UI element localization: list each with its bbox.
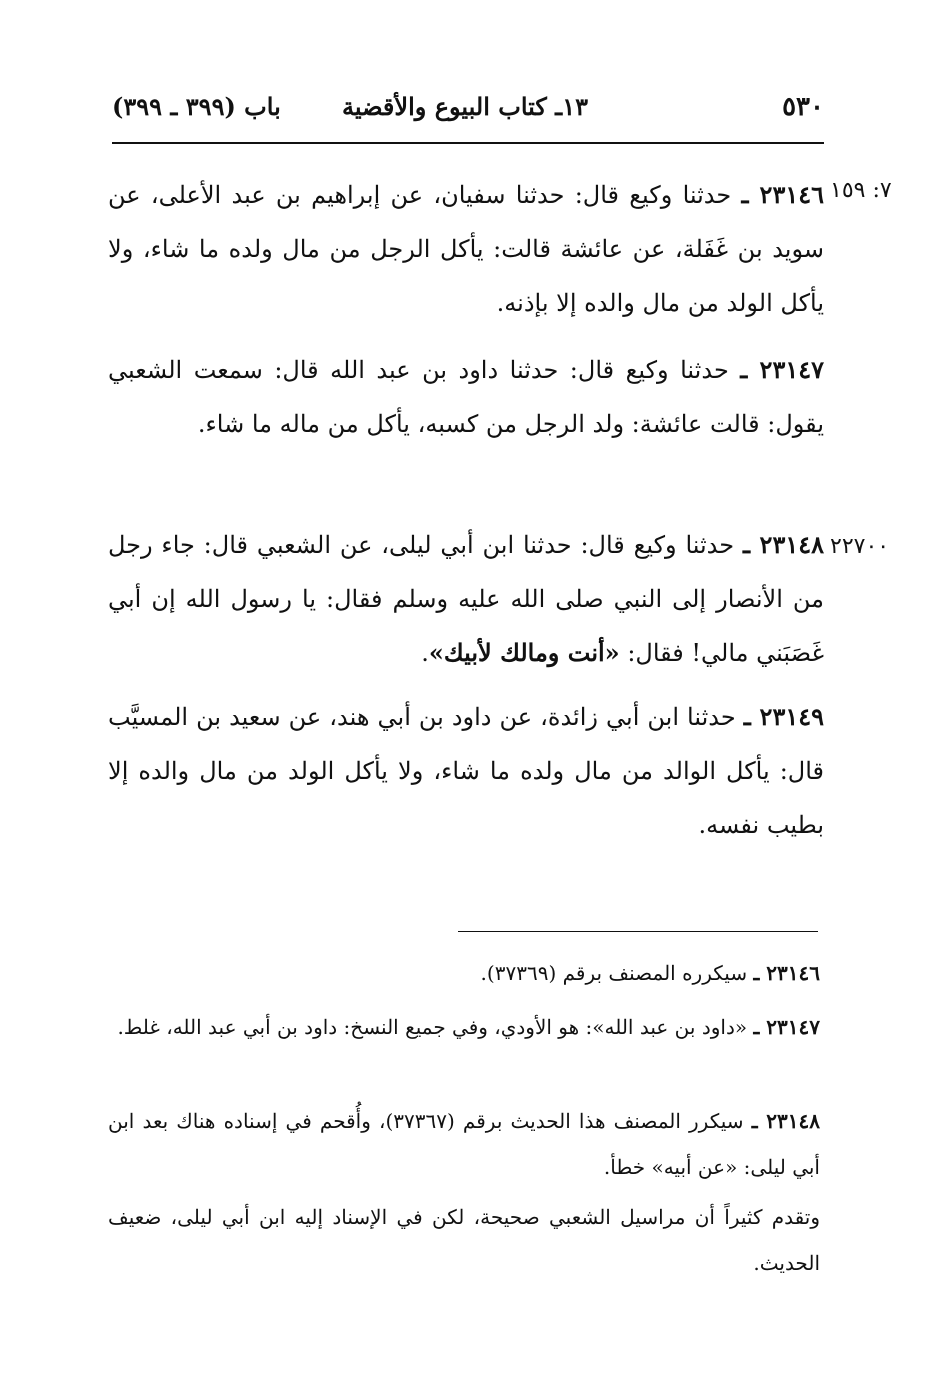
- hadith-text: حدثنا وكيع قال: حدثنا ابن أبي ليلى، عن الشعبي قال: جاء رجل من الأنصار إلى النبي صلى الله عليه وسلم فقال: يا رسول الله إن أبي غَصَبَني مالي! فقال:: [108, 531, 824, 667]
- hadith-entry: [108, 343, 824, 451]
- hadith-number: ٢٣١٤٨ ـ: [742, 530, 824, 559]
- hadith-number: ٢٣١٤٧ ـ: [740, 355, 824, 384]
- footnote-number: ٢٣١٤٦ ـ: [753, 961, 820, 985]
- running-header: [112, 92, 824, 132]
- hadith-end: .: [421, 639, 429, 667]
- margin-reference: ٢٢٧٠٠: [830, 534, 890, 559]
- footnote-text: «داود بن عبد الله»: هو الأودي، وفي جميع النسخ: داود بن أبي عبد الله، غلط.: [117, 1015, 748, 1039]
- footnote-rule: [458, 931, 818, 932]
- hadith-entry: [108, 168, 824, 330]
- footnote-text: سيكرره المصنف برقم (٣٧٣٦٩).: [480, 961, 748, 985]
- footnote-number: ٢٣١٤٨ ـ: [751, 1109, 820, 1133]
- book-title: ١٣ـ كتاب البيوع والأقضية: [342, 92, 588, 121]
- footnote-text: سيكرر المصنف هذا الحديث برقم (٣٧٣٦٧)، وأُقحم في إسناده هناك بعد ابن أبي ليلى: «عن أبيه» خطأ.: [108, 1109, 820, 1179]
- hadith-number: ٢٣١٤٦ ـ: [741, 180, 824, 209]
- footnote: [108, 1194, 820, 1286]
- footnote: [108, 1004, 820, 1050]
- hadith-text: حدثنا وكيع قال: حدثنا داود بن عبد الله قال: سمعت الشعبي يقول: قالت عائشة: ولد الرجل من كسبه، يأكل من ماله ما شاء.: [108, 356, 824, 438]
- footnote: [108, 1098, 820, 1190]
- footnote-number: ٢٣١٤٧ ـ: [753, 1015, 820, 1039]
- hadith-entry: [108, 690, 824, 852]
- hadith-text: حدثنا ابن أبي زائدة، عن داود بن أبي هند، عن سعيد بن المسيَّب قال: يأكل الوالد من مال ولده ما شاء، ولا يأكل الولد من مال والده إلا بطيب نفسه.: [108, 703, 824, 839]
- margin-reference: ٧: ١٥٩: [830, 178, 892, 203]
- page-number: ٥٣٠: [782, 92, 824, 122]
- hadith-quote: «أنت ومالك لأبيك»: [428, 638, 620, 667]
- chapter-label: باب (٣٩٩ ـ ٣٩٩): [112, 92, 281, 121]
- hadith-entry: [108, 518, 824, 680]
- hadith-text: حدثنا وكيع قال: حدثنا سفيان، عن إبراهيم بن عبد الأعلى، عن سويد بن غَفَلة، عن عائشة قالت: يأكل الرجل من مال ولده ما شاء، ولا يأكل الولد من مال والده إلا بإذنه.: [108, 181, 824, 317]
- header-rule: [112, 142, 824, 144]
- footnote: [108, 950, 820, 996]
- hadith-number: ٢٣١٤٩ ـ: [743, 702, 824, 731]
- footnote-text: وتقدم كثيراً أن مراسيل الشعبي صحيحة، لكن في الإسناد إليه ابن أبي ليلى، ضعيف الحديث.: [108, 1205, 820, 1275]
